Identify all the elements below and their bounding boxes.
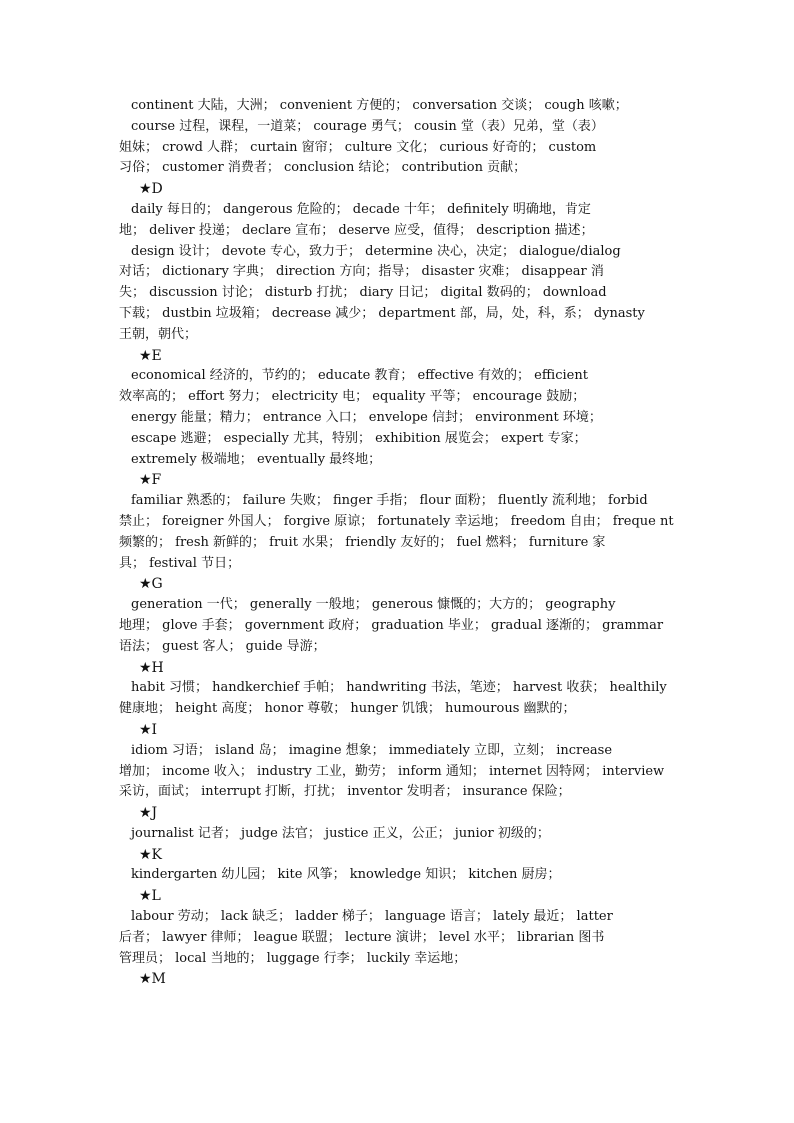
vocabulary-line: 下载； dustbin 垃圾箱； decrease 减少； department 部，局，处，科，系； dynasty xyxy=(119,305,645,321)
section-heading: ★F xyxy=(139,472,162,489)
vocabulary-line: kindergarten 幼儿园； kite 风筝； knowledge 知识； kitchen 厨房； xyxy=(131,867,561,883)
section-heading: ★E xyxy=(139,347,162,364)
vocabulary-line: 语法； guest 客人； guide 导游； xyxy=(119,638,326,654)
vocabulary-line: escape 逃避； especially 尤其，特别； exhibition 展览会； expert 专家； xyxy=(131,430,587,446)
vocabulary-line: 地理； glove 手套； government 政府； graduation 毕业； gradual 逐渐的； grammar xyxy=(119,617,664,633)
document-body xyxy=(119,96,679,990)
section-heading: ★H xyxy=(139,659,164,676)
vocabulary-line: 地； deliver 投递； declare 宣布； deserve 应受，值得； description 描述； xyxy=(119,222,594,238)
vocabulary-line: habit 习惯； handkerchief 手帕； handwriting 书法，笔迹； harvest 收获； healthily xyxy=(131,680,667,696)
vocabulary-line: energy 能量；精力； entrance 入口； envelope 信封； environment 环境； xyxy=(131,409,602,425)
vocabulary-line: 频繁的； fresh 新鲜的； fruit 水果； friendly 友好的； fuel 燃料； furniture 家 xyxy=(119,534,606,550)
vocabulary-line: continent 大陆，大洲； convenient 方便的； conversation 交谈； cough 咳嗽； xyxy=(131,98,628,113)
vocabulary-line: daily 每日的； dangerous 危险的； decade 十年； definitely 明确地，肯定 xyxy=(131,201,591,217)
vocabulary-line: extremely 极端地； eventually 最终地； xyxy=(131,451,382,467)
vocabulary-line: 失； discussion 讨论； disturb 打扰； diary 日记； digital 数码的； download xyxy=(119,285,607,301)
section-heading: ★G xyxy=(139,576,163,593)
vocabulary-line: labour 劳动； lack 缺乏； ladder 梯子； language 语言； lately 最近； latter xyxy=(131,909,613,925)
section-heading: ★J xyxy=(139,805,158,822)
vocabulary-line: 管理员； local 当地的； luggage 行李； luckily 幸运地； xyxy=(119,950,467,966)
vocabulary-line: journalist 记者； judge 法官； justice 正义，公正； junior 初级的； xyxy=(131,825,550,841)
vocabulary-line: economical 经济的，节约的； educate 教育； effective 有效的； efficient xyxy=(131,368,588,384)
vocabulary-line: design 设计； devote 专心，致力于； determine 决心，决定； dialogue/dialog xyxy=(131,243,621,259)
vocabulary-line: generation 一代； generally 一般地； generous 慷慨的；大方的； geography xyxy=(131,597,616,613)
vocabulary-line: 习俗； customer 消费者； conclusion 结论； contribution 贡献； xyxy=(119,160,527,176)
vocabulary-line: 禁止； foreigner 外国人； forgive 原谅； fortunately 幸运地； freedom 自由； freque nt xyxy=(119,513,674,529)
vocabulary-line: 效率高的； effort 努力； electricity 电； equality 平等； encourage 鼓励； xyxy=(119,389,586,405)
vocabulary-line: 王朝，朝代； xyxy=(119,326,198,342)
vocabulary-line: idiom 习语； island 岛； imagine 想象； immediately 立即，立刻； increase xyxy=(131,742,613,758)
vocabulary-line: 健康地； height 高度； honor 尊敬； hunger 饥饿； humourous 幽默的； xyxy=(119,701,576,717)
vocabulary-line: 增加； income 收入； industry 工业，勤劳； inform 通知； internet 因特网； interview xyxy=(119,763,665,779)
section-heading: ★M xyxy=(139,971,166,988)
vocabulary-line: course 过程，课程，一道菜； courage 勇气； cousin 堂（表）兄弟，堂（表） xyxy=(131,118,604,134)
section-heading: ★I xyxy=(139,721,158,738)
section-heading: ★K xyxy=(139,846,163,863)
vocabulary-line: 采访，面试； interrupt 打断，打扰； inventor 发明者； insurance 保险； xyxy=(119,784,571,800)
section-heading: ★L xyxy=(139,888,161,905)
vocabulary-line: 后者； lawyer 律师； league 联盟； lecture 演讲； level 水平； librarian 图书 xyxy=(119,929,605,945)
vocabulary-line: 姐妹； crowd 人群； curtain 窗帘； culture 文化； curious 好奇的； custom xyxy=(119,139,597,155)
vocabulary-line: 对话； dictionary 字典； direction 方向；指导； disaster 灾难； disappear 消 xyxy=(119,264,604,280)
vocabulary-line: familiar 熟悉的； failure 失败； finger 手指； flour 面粉； fluently 流利地； forbid xyxy=(131,493,648,509)
section-heading: ★D xyxy=(139,181,163,198)
vocabulary-line: 具； festival 节日； xyxy=(119,555,241,571)
